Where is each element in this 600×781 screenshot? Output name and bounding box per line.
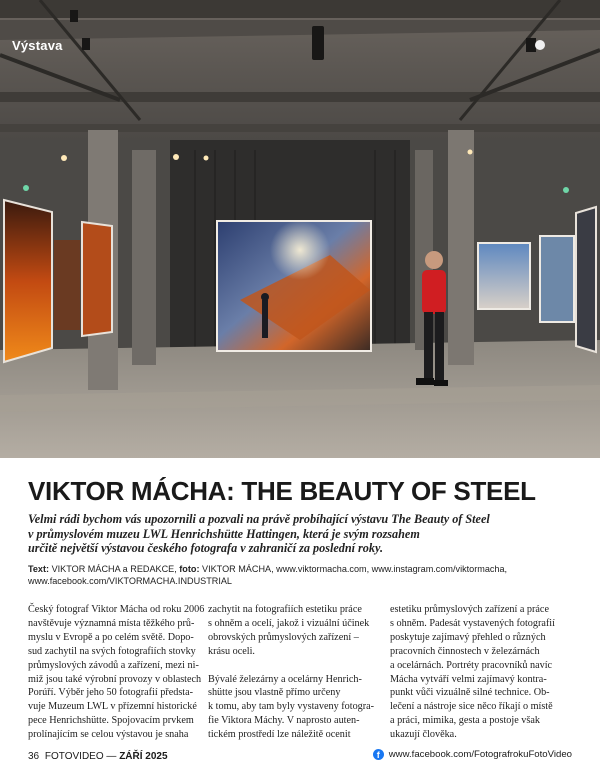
- article-title: VIKTOR MÁCHA: THE BEAUTY OF STEEL: [28, 476, 536, 506]
- footer-dash: —: [106, 751, 117, 762]
- body-line: estetiku průmyslových zařízení a práce: [390, 604, 549, 615]
- body-line: obrovských průmyslových zařízení –: [208, 631, 359, 643]
- facebook-link[interactable]: www.facebook.com/FotografrokuFotoVideo: [388, 749, 572, 760]
- body-line: miž jsou také výrobní provozy v oblastech: [28, 673, 202, 685]
- paragraph-gap: [208, 659, 383, 673]
- body-line: navštěvuje významná místa těžkého prů-: [28, 617, 195, 629]
- body-line: s ohněm. Padesát vystavených fotografií: [390, 617, 555, 629]
- camera-logo-icon: [535, 40, 545, 50]
- body-line: s ohněm a ocelí, jakož i vizuální účinek: [208, 617, 370, 629]
- credits-text-label: Text:: [28, 564, 50, 574]
- page-number: 36: [28, 751, 40, 762]
- body-line: Mácha vytváří velmi zajímavý kontra-: [390, 673, 547, 685]
- body-line: punkt vůči vizuálně silné technice. Ob-: [390, 687, 550, 699]
- credits-foto-label: foto:: [179, 564, 200, 574]
- page-footer-left: [28, 751, 168, 762]
- body-line: průmyslových závodů a zařízení, mezi ni-: [28, 659, 199, 671]
- body-line: a práci, mimika, gesta a postoje však: [390, 715, 540, 727]
- page-footer-right: [373, 749, 572, 760]
- facebook-icon: f: [373, 749, 384, 760]
- body-line: k tomu, aby tam byly vystaveny fotogra-: [208, 701, 375, 713]
- body-column-2: [208, 603, 383, 742]
- body-line: shütte jsou vlastně přímo určeny: [208, 687, 341, 699]
- lead-line: v průmyslovém muzeu LWL Henrichshütte Hattingen, která je svým rozsahem: [28, 526, 420, 541]
- body-column-1: [28, 603, 203, 742]
- body-line: ukazují člověka.: [390, 729, 457, 741]
- article-lead: [28, 512, 498, 556]
- issue-date: ZÁŘÍ 2025: [119, 751, 168, 762]
- body-line: myslu v Evropě a po celém světě. Dopo-: [28, 631, 194, 643]
- section-label: Výstava: [12, 38, 63, 53]
- body-line: Porúří. Výběr jeho 50 fotografií předsta-: [28, 687, 194, 699]
- credits-foto-value[interactable]: VIKTOR MÁCHA, www.viktormacha.com, www.instagram.com/viktormacha,: [202, 564, 508, 574]
- body-line: zachytit na fotografiích estetiku práce: [208, 604, 362, 615]
- article-credits: [28, 563, 588, 588]
- credits-line-2[interactable]: www.facebook.com/VIKTORMACHA.INDUSTRIAL: [28, 576, 232, 587]
- body-line: krásu oceli.: [208, 645, 255, 657]
- credits-text-value: VIKTOR MÁCHA a REDAKCE,: [51, 564, 177, 574]
- body-line: pece Henrichshütte. Spojovacím prvkem: [28, 715, 194, 727]
- body-line: prolínajícím se celou výstavou je snaha: [28, 729, 189, 741]
- lead-line: Velmi rádi bychom vás upozornili a pozvali na právě probíhající výstavu The Beauty of Steel: [28, 512, 490, 526]
- body-column-3: [390, 603, 570, 742]
- body-line: lečení a nástroje sice něco říkají o místě: [390, 701, 553, 713]
- credits-line-1: [28, 563, 588, 575]
- body-line: Bývalé železárny a ocelárny Henrich-: [208, 673, 362, 685]
- body-line: pracovních činnostech v železárnách: [390, 645, 540, 657]
- lead-line: určitě největší výstavou českého fotografa v zahraničí za poslední roky.: [28, 541, 383, 556]
- body-line: fie Viktora Máchy. V naprosto auten-: [208, 715, 360, 727]
- body-line: tickém prostředí lze náležitě ocenit: [208, 729, 351, 741]
- magazine-name: FOTOVIDEO: [44, 751, 104, 762]
- body-line: sud zachytil na svých fotografiích stovky: [28, 645, 196, 657]
- body-line: a ocelárnách. Portréty pracovníků navíc: [390, 659, 553, 671]
- body-line: poskytuje zajímavý přehled o různých: [390, 631, 546, 643]
- body-line: Český fotograf Viktor Mácha od roku 2006: [28, 604, 205, 615]
- body-line: vuje Muzeum LWL v přízemní historické: [28, 701, 197, 713]
